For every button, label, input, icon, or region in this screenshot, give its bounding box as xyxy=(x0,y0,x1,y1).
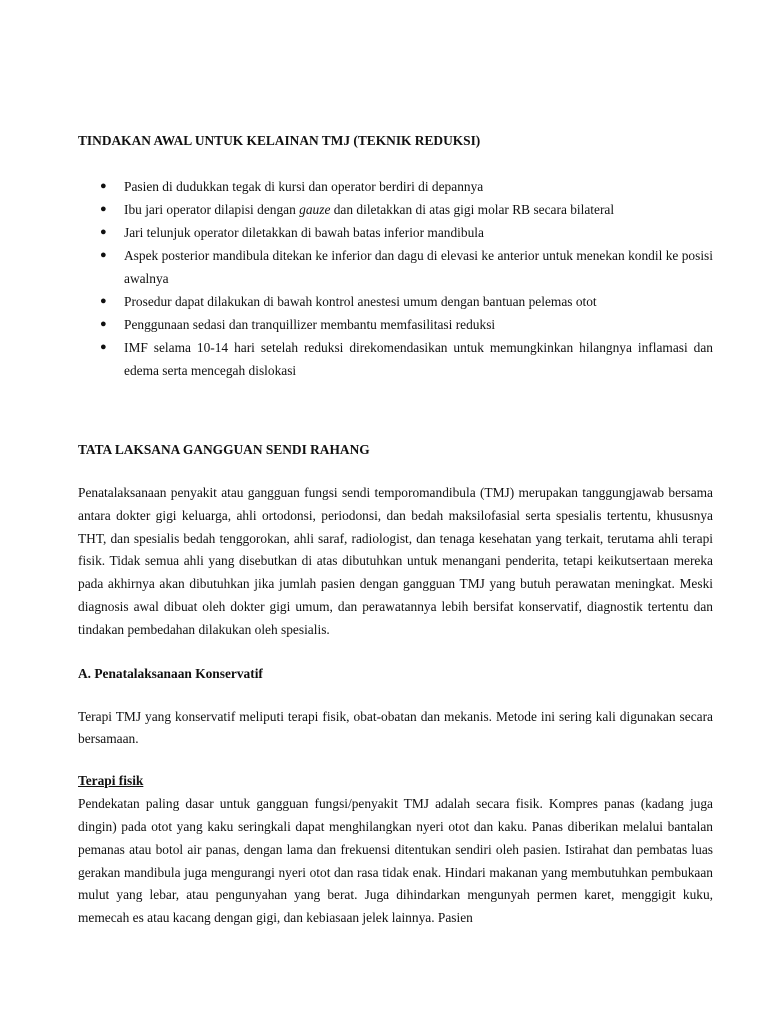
reduction-steps-list xyxy=(78,175,713,382)
list-item: ● Prosedur dapat dilakukan di bawah kontrol anestesi umum dengan bantuan pelemas otot xyxy=(78,290,713,313)
bullet-icon: ● xyxy=(100,249,107,261)
document-body xyxy=(78,129,713,930)
bullet-icon: ● xyxy=(100,295,107,307)
list-item: ● Pasien di dudukkan tegak di kursi dan operator berdiri di depannya xyxy=(78,175,713,198)
paragraph-tmj-management: Penatalaksanaan penyakit atau gangguan fungsi sendi temporomandibula (TMJ) merupakan tanggungjawab bersama antara dokter gigi keluarga, ahli ortodonsi, periodonsi, dan bedah maksilofasial serta spesialis tertentu, khususnya THT, dan spesialis bedah tenggorokan, ahli saraf, radiologist, dan tenaga kesehatan yang terkait, terutama ahli terapi fisik. Tidak semua ahli yang disebutkan di atas dibutuhkan untuk menangani penderita, tetapi keikutsertaan mereka pada akhirnya akan dibutuhkan jika jumlah pasien dengan gangguan TMJ yang butuh perawatan meningkat. Meski diagnosis awal dibuat oleh dokter gigi umum, dan perawatannya lebih bersifat konservatif, diagnostik tertentu dan tindakan pembedahan dilakukan oleh spesialis. xyxy=(78,485,713,637)
list-item: ● Ibu jari operator dilapisi dengan gauze dan diletakkan di atas gigi molar RB secara bilateral xyxy=(78,198,713,221)
section-heading-physical-therapy: Terapi fisik xyxy=(78,773,144,789)
list-item: ● IMF selama 10-14 hari setelah reduksi direkomendasikan untuk memungkinkan hilangnya inflamasi dan edema serta mencegah dislokasi xyxy=(78,336,713,382)
bullet-icon: ● xyxy=(100,203,107,215)
paragraph-physical-therapy: Pendekatan paling dasar untuk gangguan fungsi/penyakit TMJ adalah secara fisik. Kompres panas (kadang juga dingin) pada otot yang kaku seringkali dapat menghilangkan nyeri otot dan kaku. Panas diberikan melalui bantalan pemanas atau botol air panas, dengan lama dan frekuensi ditentukan sendiri oleh pasien. Istirahat dan pembatas luas gerakan mandibula juga mengurangi nyeri otot dan rasa tidak enak. Hindari makanan yang membutuhkan pembukaan mulut yang lebar, atau pengunyahan yang berat. Juga dihindarkan mengunyah permen karet, menggigit kuku, memecah es atau kacang dengan gigi, dan kebiasaan jelek lainnya. Pasien xyxy=(78,796,713,926)
section-heading-reduction: TINDAKAN AWAL UNTUK KELAINAN TMJ (TEKNIK REDUKSI) xyxy=(78,133,481,148)
bullet-icon: ● xyxy=(100,226,107,238)
list-item: ● Jari telunjuk operator diletakkan di bawah batas inferior mandibula xyxy=(78,221,713,244)
bullet-icon: ● xyxy=(100,318,107,330)
section-heading-tmj-management: TATA LAKSANA GANGGUAN SENDI RAHANG xyxy=(78,442,370,457)
bullet-icon: ● xyxy=(100,341,107,353)
section-heading-conservative: A. Penatalaksanaan Konservatif xyxy=(78,665,263,681)
bullet-icon: ● xyxy=(100,180,107,192)
paragraph-conservative: Terapi TMJ yang konservatif meliputi terapi fisik, obat-obatan dan mekanis. Metode ini sering kali digunakan secara bersamaan. xyxy=(78,708,713,747)
list-item: ● Penggunaan sedasi dan tranquillizer membantu memfasilitasi reduksi xyxy=(78,313,713,336)
list-item: ● Aspek posterior mandibula ditekan ke inferior dan dagu di elevasi ke anterior untuk menekan kondil ke posisi awalnya xyxy=(78,244,713,290)
